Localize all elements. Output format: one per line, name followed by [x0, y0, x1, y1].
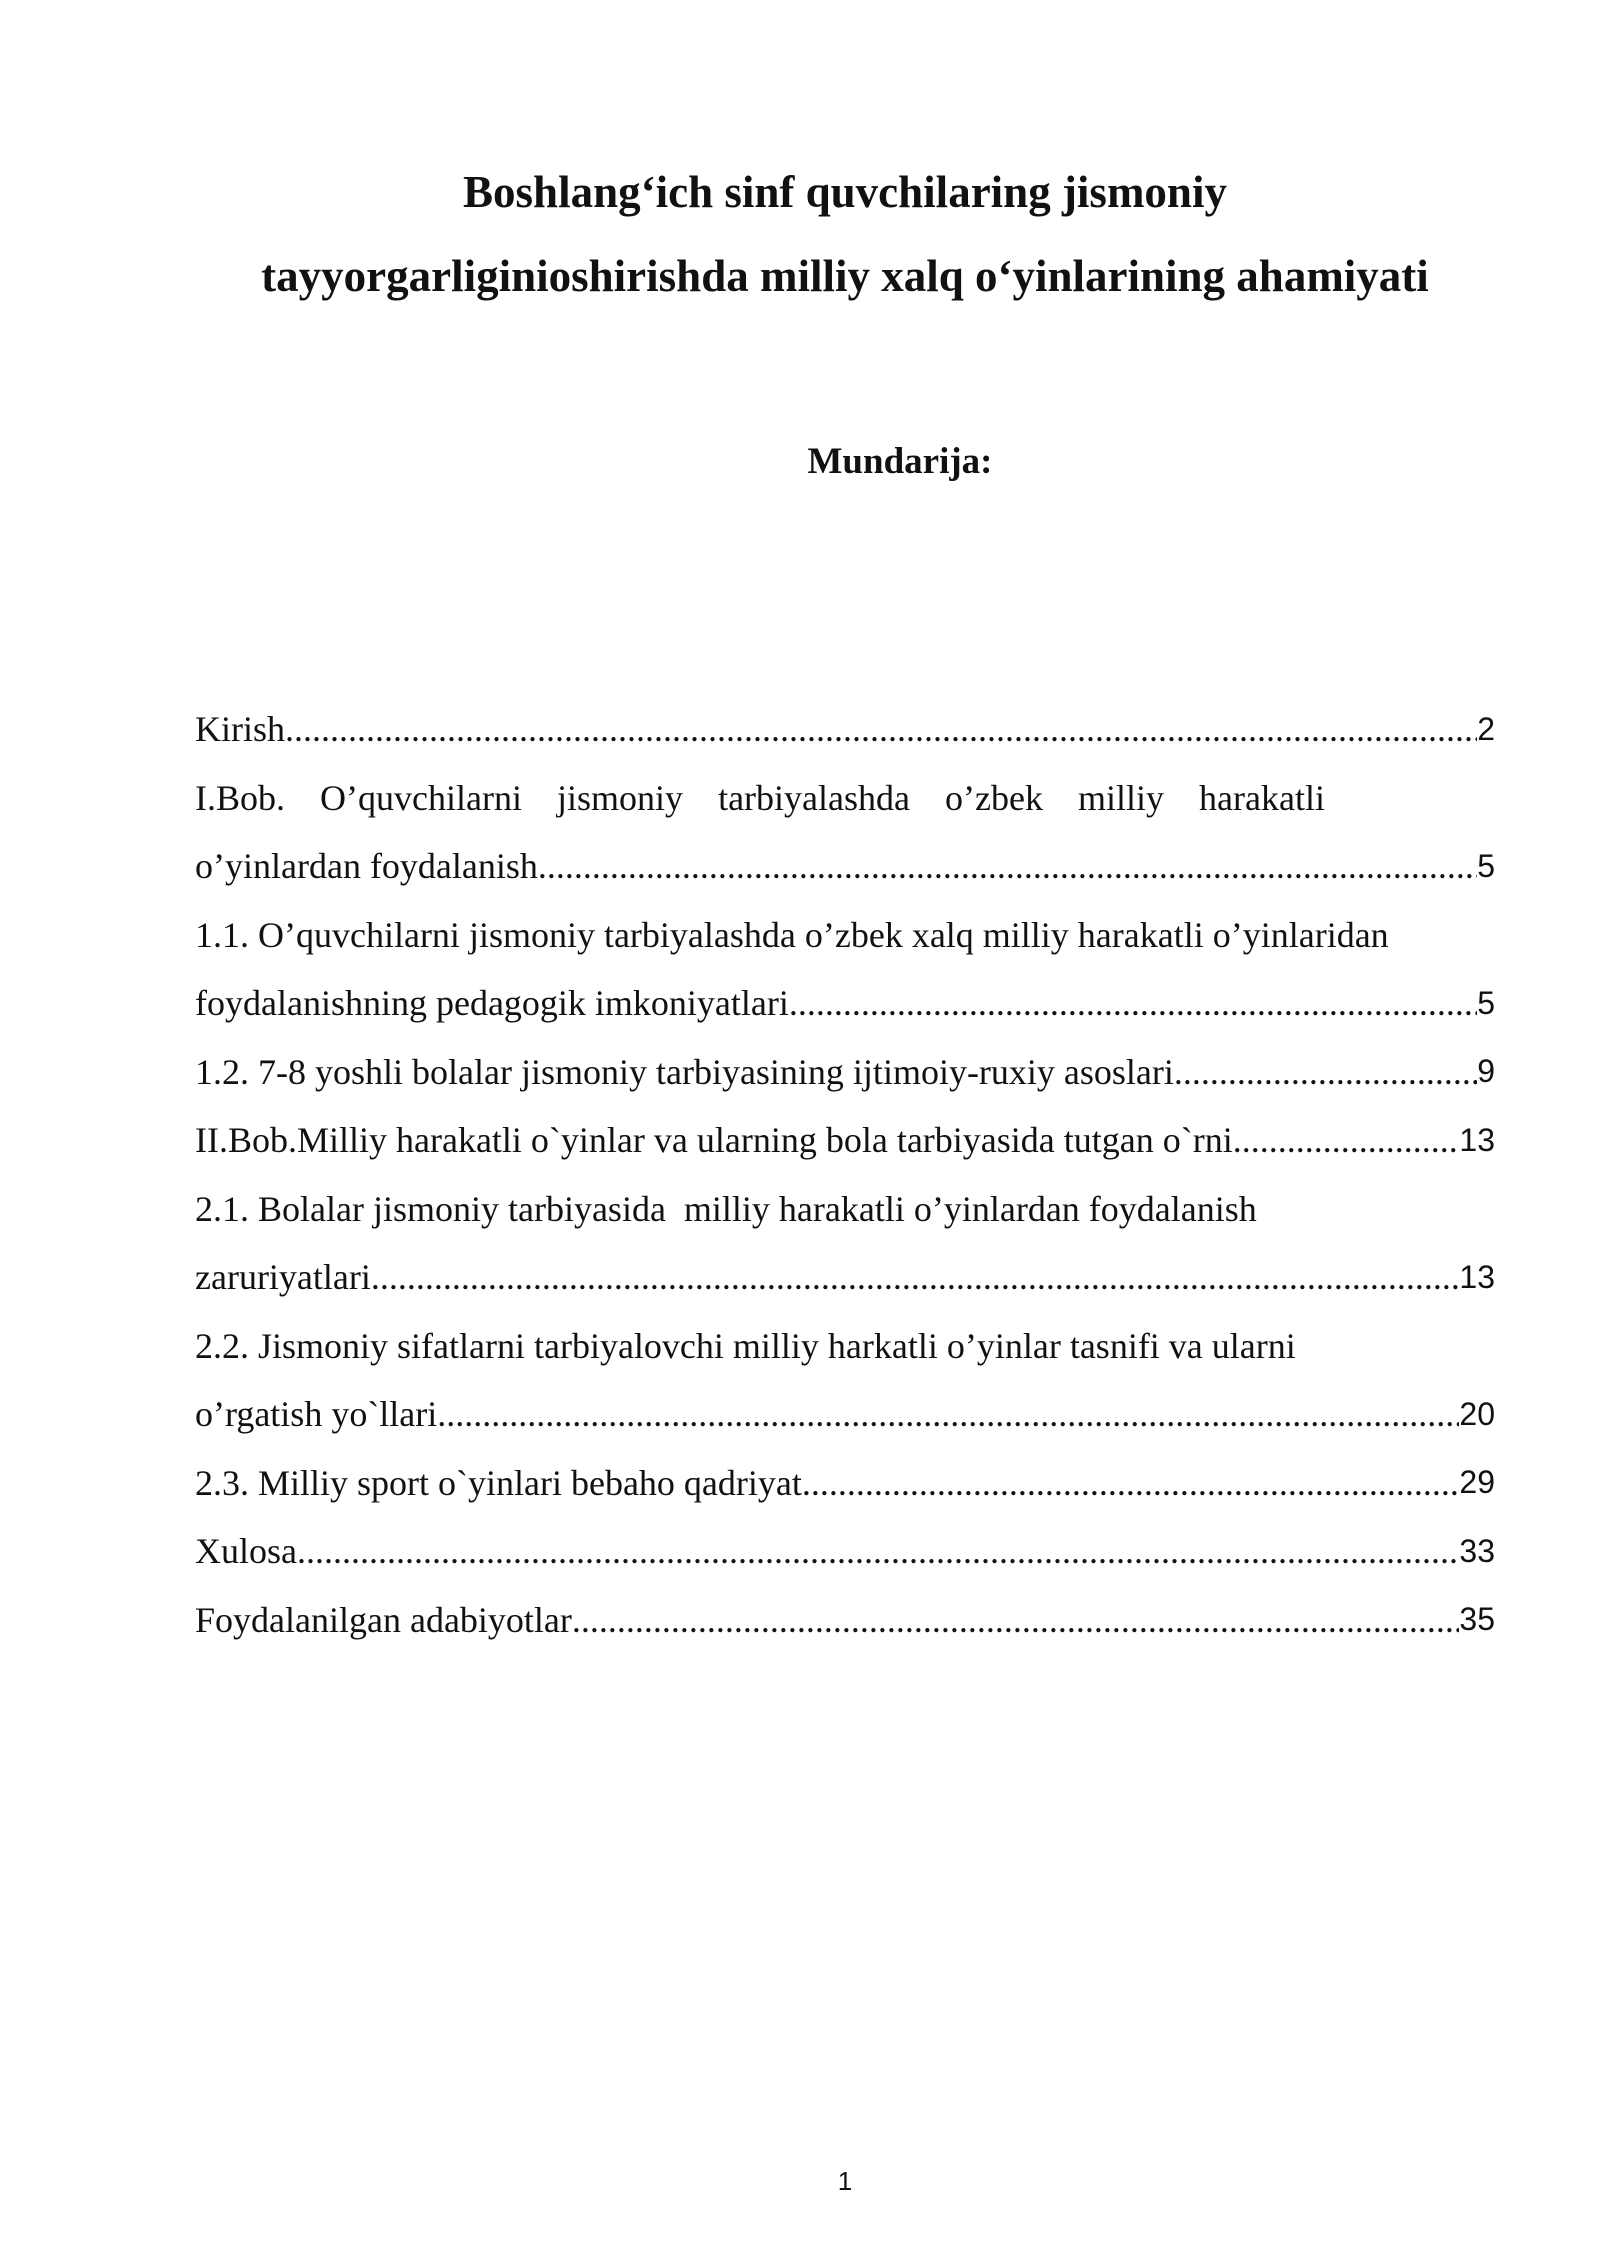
toc-leader-dots	[285, 708, 1477, 750]
toc-entry-text: zaruriyatlari	[195, 1257, 371, 1298]
toc-entry-page: 5	[1477, 984, 1495, 1021]
toc-entry-chapter-1-line-1[interactable]	[195, 764, 1495, 833]
toc-entry-2-1-line-2[interactable]	[195, 1243, 1495, 1312]
table-of-contents	[195, 695, 1495, 1654]
toc-entry-page: 33	[1459, 1532, 1495, 1569]
toc-entry-1-1-line-1[interactable]	[195, 901, 1495, 970]
toc-leader-dots	[789, 982, 1477, 1024]
toc-entry-text: 2.2. Jismoniy sifatlarni tarbiyalovchi milliy harkatli o’yinlar tasnifi va ularni	[195, 1325, 1296, 1366]
document-title-line-1: Boshlang‘ich sinf quvchilaring jismoniy	[463, 167, 1227, 217]
toc-entry-2-2-line-2[interactable]	[195, 1380, 1495, 1449]
toc-entry-page: 29	[1459, 1464, 1495, 1501]
toc-leader-dots	[538, 845, 1477, 887]
toc-leader-dots	[1174, 1051, 1477, 1093]
toc-entry-chapter-1-line-2[interactable]	[195, 832, 1495, 901]
toc-entry-page: 9	[1477, 1053, 1495, 1090]
toc-entry-2-2-line-1[interactable]	[195, 1312, 1495, 1381]
toc-leader-dots	[297, 1530, 1459, 1572]
toc-entry-chapter-2[interactable]	[195, 1106, 1495, 1175]
toc-entry-text: foydalanishning pedagogik imkoniyatlari	[195, 983, 789, 1024]
toc-entry-text: 1.2. 7-8 yoshli bolalar jismoniy tarbiyasining ijtimoiy-ruxiy asoslari	[195, 1051, 1174, 1092]
toc-entry-text: 1.1. O’quvchilarni jismoniy tarbiyalashda o’zbek xalq milliy harakatli o’yinlaridan	[195, 914, 1389, 955]
toc-entry-2-1-line-1[interactable]	[195, 1175, 1495, 1244]
toc-entry-2-3[interactable]	[195, 1449, 1495, 1518]
toc-entry-page: 5	[1477, 847, 1495, 884]
toc-entry-text: Xulosa	[195, 1531, 297, 1572]
toc-leader-dots	[371, 1256, 1460, 1298]
toc-entry-kirish[interactable]	[195, 695, 1495, 764]
toc-entry-xulosa[interactable]	[195, 1517, 1495, 1586]
toc-entry-page: 20	[1459, 1395, 1495, 1432]
toc-word: O’quvchilarni	[320, 777, 522, 818]
toc-word: harakatli	[1199, 777, 1325, 818]
toc-word: jismoniy	[557, 777, 684, 818]
toc-entry-text: o’rgatish yo`llari	[195, 1394, 438, 1435]
toc-entry-page: 13	[1459, 1121, 1495, 1158]
toc-entry-text: Foydalanilgan adabiyotlar	[195, 1599, 572, 1640]
toc-entry-1-1-line-2[interactable]	[195, 969, 1495, 1038]
toc-word: o’zbek	[945, 777, 1043, 818]
toc-leader-dots	[1233, 1119, 1460, 1161]
toc-leader-dots	[572, 1599, 1460, 1641]
toc-leader-dots	[802, 1462, 1460, 1504]
toc-entry-text: 2.3. Milliy sport o`yinlari bebaho qadriyat	[195, 1462, 802, 1503]
toc-entry-text: o’yinlardan foydalanish	[195, 846, 538, 887]
toc-entry-text	[195, 777, 1325, 819]
toc-entry-page: 13	[1459, 1258, 1495, 1295]
toc-entry-page: 35	[1459, 1601, 1495, 1638]
page-number: 1	[837, 2166, 853, 2196]
toc-entry-adabiyotlar[interactable]	[195, 1586, 1495, 1655]
toc-heading: Mundarija:	[807, 441, 993, 482]
toc-leader-dots	[437, 1393, 1459, 1435]
toc-entry-page: 2	[1477, 710, 1495, 747]
toc-entry-text: 2.1. Bolalar jismoniy tarbiyasida milliy harakatli o’yinlardan foydalanish	[195, 1188, 1257, 1229]
toc-word: I.Bob.	[195, 777, 285, 818]
document-title-line-2: tayyorgarliginioshirishda milliy xalq o‘yinlarining ahamiyati	[261, 251, 1429, 301]
toc-entry-text: Kirish	[195, 709, 285, 750]
document-title	[0, 150, 1600, 318]
toc-word: milliy	[1078, 777, 1165, 818]
toc-entry-1-2[interactable]	[195, 1038, 1495, 1107]
toc-entry-text: II.Bob.Milliy harakatli o`yinlar va ularning bola tarbiyasida tutgan o`rni	[195, 1120, 1233, 1161]
toc-word: tarbiyalashda	[718, 777, 910, 818]
